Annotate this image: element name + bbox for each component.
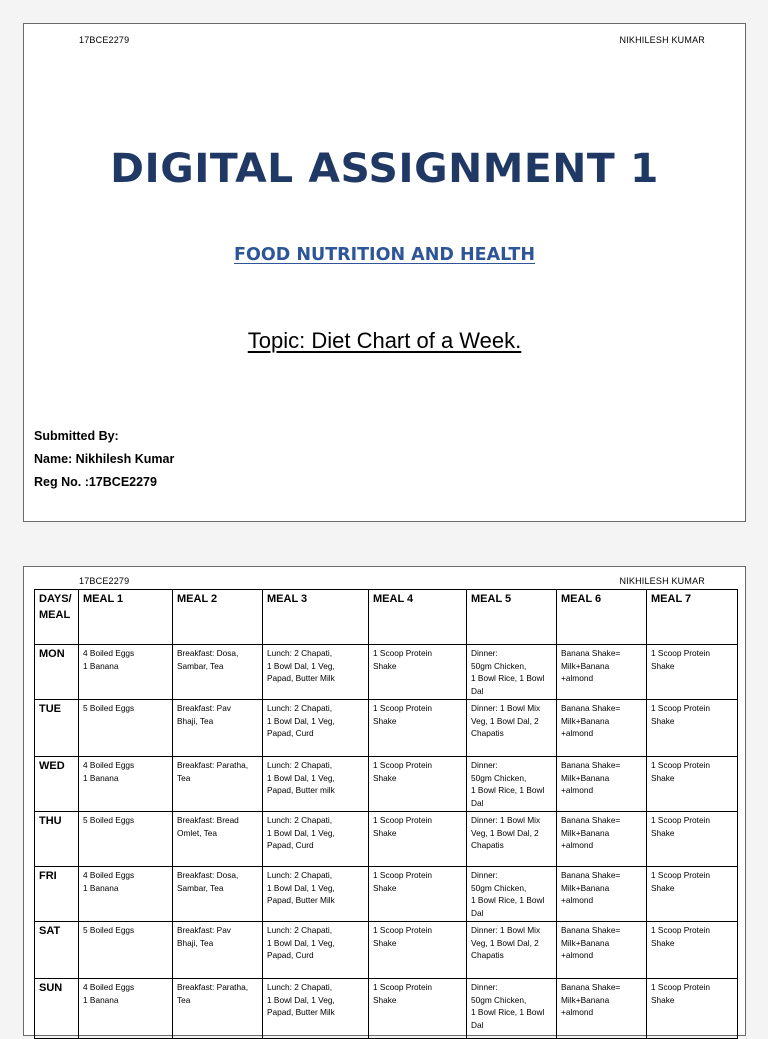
meal-cell bbox=[79, 922, 173, 979]
meal-line: Sambar, Tea bbox=[177, 882, 224, 893]
meal-line: 50gm Chicken, bbox=[471, 772, 527, 783]
table-row bbox=[35, 922, 738, 979]
day-cell: WED bbox=[35, 757, 79, 812]
meal-line: 1 Scoop Protein bbox=[373, 703, 433, 713]
meal-cell bbox=[557, 645, 647, 700]
meal-cell bbox=[369, 812, 467, 867]
column-header: MEAL 1 bbox=[79, 590, 173, 645]
meal-cell bbox=[173, 979, 263, 1039]
meal-cell bbox=[647, 700, 738, 757]
table-header-row bbox=[35, 590, 738, 645]
column-header: MEAL 4 bbox=[369, 590, 467, 645]
meal-cell bbox=[467, 922, 557, 979]
day-cell: SUN bbox=[35, 979, 79, 1039]
meal-cell bbox=[263, 922, 369, 979]
meal-line: Shake bbox=[651, 660, 675, 671]
meal-cell bbox=[173, 700, 263, 757]
submitted-by-label: Submitted By: bbox=[34, 429, 119, 443]
meal-line: 1 Scoop Protein bbox=[373, 870, 433, 880]
meal-line: Milk+Banana bbox=[561, 715, 610, 726]
meal-line: Lunch: 2 Chapati, bbox=[267, 703, 333, 713]
meal-line: Milk+Banana bbox=[561, 660, 610, 671]
meal-line: Tea bbox=[177, 772, 191, 783]
table-row bbox=[35, 757, 738, 812]
header-reg-no: 17BCE2279 bbox=[79, 35, 130, 45]
meal-line: Banana Shake= bbox=[561, 982, 621, 992]
meal-line: Breakfast: Paratha, bbox=[177, 760, 249, 770]
meal-line: Banana Shake= bbox=[561, 703, 621, 713]
meal-line: Shake bbox=[651, 715, 675, 726]
meal-line: +almond bbox=[561, 950, 594, 960]
meal-line: Dinner: bbox=[471, 760, 498, 770]
day-cell: FRI bbox=[35, 867, 79, 922]
meal-line: 1 Scoop Protein bbox=[651, 815, 711, 825]
meal-cell bbox=[557, 757, 647, 812]
meal-cell bbox=[263, 645, 369, 700]
meal-line: Bhaji, Tea bbox=[177, 937, 214, 948]
meal-line: Chapatis bbox=[471, 840, 504, 850]
meal-line: Milk+Banana bbox=[561, 772, 610, 783]
meal-line: Papad, Curd bbox=[267, 840, 314, 850]
meal-line: 50gm Chicken, bbox=[471, 994, 527, 1005]
meal-line: 1 Scoop Protein bbox=[651, 760, 711, 770]
meal-line: Breakfast: Pav bbox=[177, 925, 231, 935]
meal-line: Dinner: bbox=[471, 982, 498, 992]
meal-line: Papad, Butter Milk bbox=[267, 673, 335, 683]
meal-line: Shake bbox=[373, 827, 397, 838]
meal-line: Breakfast: Dosa, bbox=[177, 648, 239, 658]
student-name: Name: Nikhilesh Kumar bbox=[34, 452, 175, 466]
meal-line: Veg, 1 Bowl Dal, 2 bbox=[471, 715, 539, 726]
meal-line: Banana Shake= bbox=[561, 925, 621, 935]
meal-line: Shake bbox=[651, 772, 675, 783]
meal-line: Omlet, Tea bbox=[177, 827, 217, 838]
meal-cell bbox=[369, 645, 467, 700]
meal-line: Dinner: bbox=[471, 870, 498, 880]
column-header: DAYS/ MEAL bbox=[35, 590, 79, 645]
meal-cell bbox=[173, 645, 263, 700]
meal-line: 1 Bowl Rice, 1 Bowl bbox=[471, 673, 545, 683]
meal-line: Shake bbox=[373, 772, 397, 783]
meal-cell bbox=[467, 645, 557, 700]
meal-line: Shake bbox=[373, 937, 397, 948]
meal-line: 4 Boiled Eggs bbox=[83, 982, 135, 992]
meal-cell bbox=[647, 812, 738, 867]
meal-cell bbox=[467, 979, 557, 1039]
table-row bbox=[35, 700, 738, 757]
meal-cell bbox=[369, 979, 467, 1039]
meal-cell bbox=[369, 922, 467, 979]
day-cell: MON bbox=[35, 645, 79, 700]
meal-line: Lunch: 2 Chapati, bbox=[267, 870, 333, 880]
meal-cell bbox=[263, 812, 369, 867]
meal-line: Dal bbox=[471, 685, 484, 696]
meal-line: Tea bbox=[177, 994, 191, 1005]
meal-line: Chapatis bbox=[471, 950, 504, 960]
meal-line: +almond bbox=[561, 785, 594, 795]
table-row bbox=[35, 979, 738, 1039]
header-name: NIKHILESH KUMAR bbox=[619, 35, 705, 45]
meal-line: +almond bbox=[561, 673, 594, 683]
meal-cell bbox=[79, 979, 173, 1039]
meal-line: 1 Scoop Protein bbox=[373, 760, 433, 770]
meal-line: 1 Bowl Rice, 1 Bowl bbox=[471, 895, 545, 905]
day-cell: THU bbox=[35, 812, 79, 867]
meal-line: Milk+Banana bbox=[561, 827, 610, 838]
meal-cell bbox=[369, 867, 467, 922]
meal-line: Chapatis bbox=[471, 728, 504, 738]
meal-cell bbox=[79, 867, 173, 922]
topic-line: Topic: Diet Chart of a Week. bbox=[247, 328, 522, 353]
meal-line: Milk+Banana bbox=[561, 994, 610, 1005]
meal-cell bbox=[173, 812, 263, 867]
meal-line: 1 Scoop Protein bbox=[651, 925, 711, 935]
subtitle-wrap bbox=[24, 245, 745, 265]
meal-cell bbox=[647, 979, 738, 1039]
meal-line: Veg, 1 Bowl Dal, 2 bbox=[471, 937, 539, 948]
meal-line: Breakfast: Pav bbox=[177, 703, 231, 713]
table-row bbox=[35, 812, 738, 867]
meal-line: Banana Shake= bbox=[561, 648, 621, 658]
meal-cell bbox=[467, 757, 557, 812]
diet-chart-page bbox=[23, 566, 746, 1036]
meal-line: Lunch: 2 Chapati, bbox=[267, 925, 333, 935]
meal-line: 1 Scoop Protein bbox=[651, 982, 711, 992]
meal-line: +almond bbox=[561, 840, 594, 850]
meal-cell bbox=[467, 867, 557, 922]
meal-cell bbox=[263, 867, 369, 922]
column-header: MEAL 3 bbox=[263, 590, 369, 645]
meal-cell bbox=[467, 700, 557, 757]
meal-line: Veg, 1 Bowl Dal, 2 bbox=[471, 827, 539, 838]
diet-chart-table bbox=[34, 589, 738, 1039]
meal-line: Lunch: 2 Chapati, bbox=[267, 648, 333, 658]
meal-line: Banana Shake= bbox=[561, 815, 621, 825]
meal-line: 1 Banana bbox=[83, 660, 119, 671]
meal-cell bbox=[263, 757, 369, 812]
meal-cell bbox=[557, 867, 647, 922]
meal-cell bbox=[557, 812, 647, 867]
meal-line: Dal bbox=[471, 797, 484, 808]
meal-line: 1 Scoop Protein bbox=[373, 982, 433, 992]
meal-line: Shake bbox=[651, 882, 675, 893]
meal-line: Lunch: 2 Chapati, bbox=[267, 760, 333, 770]
meal-cell bbox=[369, 700, 467, 757]
meal-cell bbox=[263, 700, 369, 757]
cover-page bbox=[23, 23, 746, 522]
meal-line: 1 Bowl Dal, 1 Veg, bbox=[267, 772, 335, 783]
meal-line: 1 Banana bbox=[83, 994, 119, 1005]
meal-line: 1 Bowl Rice, 1 Bowl bbox=[471, 1007, 545, 1017]
meal-line: 4 Boiled Eggs bbox=[83, 870, 135, 880]
meal-line: Banana Shake= bbox=[561, 870, 621, 880]
meal-line: 1 Bowl Dal, 1 Veg, bbox=[267, 827, 335, 838]
meal-cell bbox=[647, 757, 738, 812]
meal-line: 1 Scoop Protein bbox=[373, 925, 433, 935]
header-name: NIKHILESH KUMAR bbox=[619, 576, 705, 586]
meal-cell bbox=[557, 979, 647, 1039]
meal-line: Lunch: 2 Chapati, bbox=[267, 815, 333, 825]
meal-cell bbox=[263, 979, 369, 1039]
meal-line: Shake bbox=[373, 994, 397, 1005]
meal-cell bbox=[79, 757, 173, 812]
meal-line: Shake bbox=[373, 660, 397, 671]
submission-details bbox=[34, 428, 174, 497]
meal-line: 50gm Chicken, bbox=[471, 882, 527, 893]
meal-line: 4 Boiled Eggs bbox=[83, 760, 135, 770]
document-title: DIGITAL ASSIGNMENT 1 bbox=[110, 146, 659, 192]
meal-cell bbox=[173, 757, 263, 812]
day-cell: TUE bbox=[35, 700, 79, 757]
meal-line: 4 Boiled Eggs bbox=[83, 648, 135, 658]
meal-line: 5 Boiled Eggs bbox=[83, 815, 135, 825]
header-reg-no: 17BCE2279 bbox=[79, 576, 130, 586]
meal-line: Dinner: 1 Bowl Mix bbox=[471, 815, 541, 825]
meal-line: 1 Bowl Dal, 1 Veg, bbox=[267, 715, 335, 726]
meal-cell bbox=[557, 922, 647, 979]
meal-cell bbox=[79, 700, 173, 757]
meal-line: Dinner: 1 Bowl Mix bbox=[471, 703, 541, 713]
meal-line: Banana Shake= bbox=[561, 760, 621, 770]
meal-line: Sambar, Tea bbox=[177, 660, 224, 671]
meal-line: +almond bbox=[561, 728, 594, 738]
column-header: MEAL 2 bbox=[173, 590, 263, 645]
meal-line: Dinner: 1 Bowl Mix bbox=[471, 925, 541, 935]
meal-line: Bhaji, Tea bbox=[177, 715, 214, 726]
meal-line: 1 Scoop Protein bbox=[651, 648, 711, 658]
day-cell: SAT bbox=[35, 922, 79, 979]
meal-line: 1 Bowl Dal, 1 Veg, bbox=[267, 882, 335, 893]
meal-line: Dal bbox=[471, 1019, 484, 1030]
meal-line: Lunch: 2 Chapati, bbox=[267, 982, 333, 992]
meal-line: Dinner: bbox=[471, 648, 498, 658]
meal-cell bbox=[79, 812, 173, 867]
meal-line: 50gm Chicken, bbox=[471, 660, 527, 671]
meal-line: Dal bbox=[471, 907, 484, 918]
meal-line: 1 Banana bbox=[83, 882, 119, 893]
column-header: MEAL 6 bbox=[557, 590, 647, 645]
meal-line: Shake bbox=[651, 937, 675, 948]
meal-cell bbox=[173, 922, 263, 979]
meal-line: Papad, Butter Milk bbox=[267, 895, 335, 905]
meal-line: 1 Banana bbox=[83, 772, 119, 783]
course-subtitle: FOOD NUTRITION AND HEALTH bbox=[234, 245, 535, 265]
meal-line: Breakfast: Paratha, bbox=[177, 982, 249, 992]
meal-cell bbox=[647, 645, 738, 700]
meal-line: +almond bbox=[561, 895, 594, 905]
meal-line: Papad, Butter Milk bbox=[267, 1007, 335, 1017]
column-header: MEAL 5 bbox=[467, 590, 557, 645]
meal-cell bbox=[173, 867, 263, 922]
meal-cell bbox=[79, 645, 173, 700]
column-header: MEAL 7 bbox=[647, 590, 738, 645]
meal-line: Breakfast: Bread bbox=[177, 815, 239, 825]
meal-line: 1 Bowl Rice, 1 Bowl bbox=[471, 785, 545, 795]
meal-line: Shake bbox=[373, 882, 397, 893]
meal-cell bbox=[369, 757, 467, 812]
meal-line: Shake bbox=[373, 715, 397, 726]
meal-line: 1 Bowl Dal, 1 Veg, bbox=[267, 660, 335, 671]
meal-line: 1 Bowl Dal, 1 Veg, bbox=[267, 994, 335, 1005]
table-row bbox=[35, 645, 738, 700]
table-row bbox=[35, 867, 738, 922]
meal-line: 1 Scoop Protein bbox=[373, 648, 433, 658]
meal-line: Shake bbox=[651, 994, 675, 1005]
meal-cell bbox=[557, 700, 647, 757]
registration-number: Reg No. :17BCE2279 bbox=[34, 475, 157, 489]
meal-cell bbox=[467, 812, 557, 867]
meal-line: 1 Scoop Protein bbox=[651, 703, 711, 713]
meal-line: Breakfast: Dosa, bbox=[177, 870, 239, 880]
meal-line: Shake bbox=[651, 827, 675, 838]
meal-cell bbox=[647, 922, 738, 979]
meal-line: Milk+Banana bbox=[561, 882, 610, 893]
meal-line: 1 Bowl Dal, 1 Veg, bbox=[267, 937, 335, 948]
meal-line: Papad, Curd bbox=[267, 950, 314, 960]
meal-line: 1 Scoop Protein bbox=[651, 870, 711, 880]
meal-line: Papad, Butter milk bbox=[267, 785, 335, 795]
meal-line: Papad, Curd bbox=[267, 728, 314, 738]
meal-line: +almond bbox=[561, 1007, 594, 1017]
meal-line: 5 Boiled Eggs bbox=[83, 925, 135, 935]
meal-line: 1 Scoop Protein bbox=[373, 815, 433, 825]
meal-line: Milk+Banana bbox=[561, 937, 610, 948]
meal-line: 5 Boiled Eggs bbox=[83, 703, 135, 713]
meal-cell bbox=[647, 867, 738, 922]
